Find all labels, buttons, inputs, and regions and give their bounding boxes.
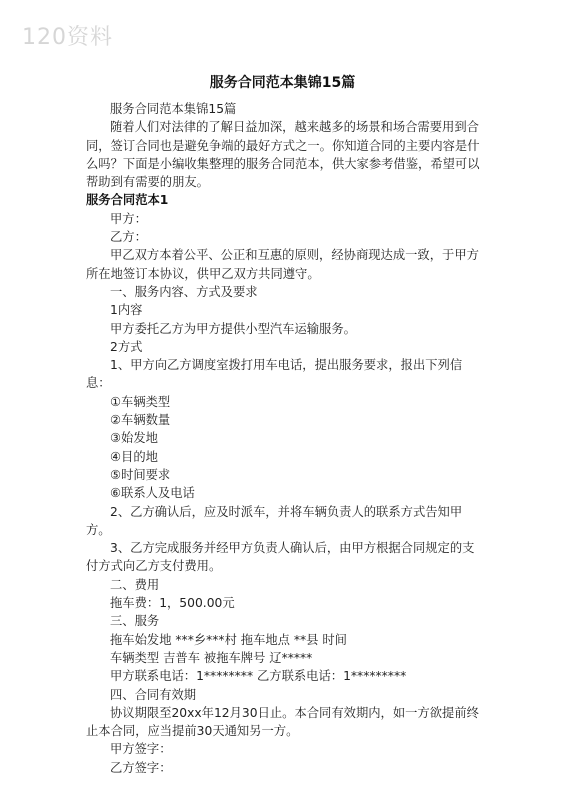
clause-4-heading: 四、合同有效期 [110,687,197,702]
watermark: 120资料 [22,25,113,50]
subtitle: 服务合同范本集锦15篇 [110,102,237,116]
clause-1-1-text: 甲方委托乙方为甲方提供小型汽车运输服务。 [110,321,356,336]
info-item: ②车辆数量 [110,413,171,428]
info-item: ③始发地 [110,431,158,446]
service-line: 甲方联系电话：1******** 乙方联系电话：1********* [110,669,407,684]
service-line: 拖车始发地 ***乡***村 拖车地点 **县 时间 [110,632,347,647]
clause-1-2-heading: 2方式 [110,339,143,354]
clause-1-2-2: 2、乙方确认后，应及时派车，并将车辆负责人的联系方式告知甲方。 [86,504,463,537]
info-item: ⑤时间要求 [110,467,171,482]
service-line: 车辆类型 吉普车 被拖车牌号 辽***** [110,650,313,665]
clause-1-1-heading: 1内容 [110,303,143,318]
clause-3-heading: 三、服务 [110,614,160,629]
document-body [86,100,482,777]
party-a-label: 甲方： [110,211,147,226]
signature-b: 乙方签字： [110,760,172,775]
section-heading: 服务合同范本1 [86,193,169,208]
fee-line: 拖车费：1，500.00元 [110,596,235,611]
clause-2-heading: 二、费用 [110,577,160,592]
info-item: ④目的地 [110,449,158,464]
info-item: ⑥联系人及电话 [110,486,195,501]
party-b-label: 乙方： [110,230,147,245]
info-item: ①车辆类型 [110,394,171,409]
validity-paragraph: 协议期限至20xx年12月30日止。本合同有效期内，如一方欲提前终止本合同，应当提前30天通知另一方。 [86,705,479,739]
preamble-paragraph: 甲乙双方本着公平、公正和互惠的原则，经协商现达成一致，于甲方所在地签订本协议，供甲乙双方共同遵守。 [86,248,479,281]
intro-paragraph: 随着人们对法律的了解日益加深，越来越多的场景和场合需要用到合同，签订合同也是避免争端的最好方式之一。你知道合同的主要内容是什么吗？下面是小编收集整理的服务合同范本，供大家参考借鉴，希望可以帮助到有需要的朋友。 [86,120,480,190]
document-title: 服务合同范本集锦15篇 [209,75,356,91]
clause-1-2-3: 3、乙方完成服务并经甲方负责人确认后，由甲方根据合同规定的支付方式向乙方支付费用。 [86,541,475,574]
clause-1-2-1: 1、甲方向乙方调度室拨打用车电话，提出服务要求，报出下列信息： [86,358,463,391]
signature-a: 甲方签字： [110,742,172,757]
clause-1-heading: 一、服务内容、方式及要求 [110,284,258,299]
